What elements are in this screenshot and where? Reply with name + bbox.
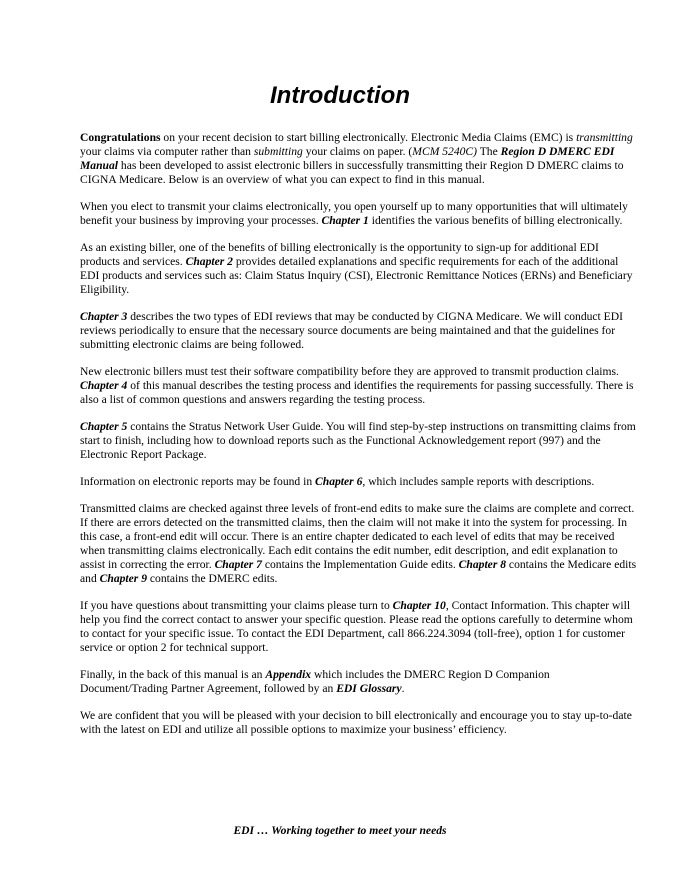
glossary-reference: EDI Glossary: [336, 682, 402, 695]
text-run: .: [401, 682, 405, 695]
text-run: Congratulations: [80, 131, 161, 144]
text-run: As an existing biller, one of the benefits of billing electronically is the opportunity to sign-up for additional EDI products and services.: [80, 241, 599, 268]
paragraph-benefits: [80, 200, 640, 228]
text-run: contains the Implementation Guide edits.: [261, 558, 459, 571]
page-footer-tagline: EDI … Working together to meet your needs: [233, 824, 447, 837]
text-run: of this manual describes the testing process and identifies the requirements for passing successfully. There is also a list of common questions and answers regarding the testing process.: [80, 379, 634, 406]
paragraph-front-end-edits: [80, 502, 640, 586]
chapter-reference: Chapter 10: [392, 599, 446, 612]
chapter-reference: Chapter 3: [80, 310, 128, 323]
chapter-reference: Chapter 8: [458, 558, 507, 571]
text-run: Finally, in the back of this manual is an: [80, 668, 266, 681]
chapter-reference: Chapter 5: [80, 420, 128, 433]
text-run: If you have questions about transmitting your claims please turn to: [80, 599, 393, 612]
text-run: contains the Medicare edits and: [80, 558, 637, 585]
paragraph-testing: [80, 365, 640, 407]
text-run: contains the DMERC edits.: [147, 572, 278, 585]
paragraph-edi-reviews: [80, 310, 640, 352]
text-run: We are confident that you will be pleased with your decision to bill electronically and encourage you to stay up-to-date with the latest on EDI and utilize all possible options to maximize your business’ efficiency.: [80, 709, 632, 736]
text-run: provides detailed explanations and specific requirements for each of the additional EDI products and services such as: Claim Status Inquiry (CSI), Electronic Remittance Notices (ERNs) and Beneficiary Eligibility.: [80, 255, 633, 296]
text-run: submitting: [253, 145, 303, 158]
paragraph-appendix: [80, 668, 640, 696]
text-run: The: [477, 145, 501, 158]
text-run: , Contact Information. This chapter will help you find the correct contact to answer your specific question. Please read the options carefully to determine whom to contact for your specific issue. To contact the EDI Department, call 866.224.3094 (toll-free), option 1 for customer service or option 2 for technical support.: [80, 599, 633, 654]
text-run: MCM 5240C): [412, 145, 478, 158]
chapter-reference: Chapter 9: [99, 572, 147, 585]
paragraph-electronic-reports: [80, 475, 640, 489]
chapter-reference: Chapter 6: [315, 475, 363, 488]
manual-title-reference: Region D DMERC EDI Manual: [80, 145, 615, 172]
page-title: Introduction: [270, 82, 410, 109]
text-run: Transmitted claims are checked against three levels of front-end edits to make sure the claims are complete and correct. If there are errors detected on the transmitted claims, then the claim will not make it into the system for processing. In this case, a front-end edit will occur. There is an entire chapter dedicated to each level of edits that may be received when transmitting claims electronically. Each edit contains the edit number, edit description, and edit explanation to assist in correcting the error.: [80, 502, 635, 571]
paragraph-stratus-network: [80, 420, 640, 462]
text-run: contains the Stratus Network User Guide. You will find step-by-step instructions on transmitting claims from start to finish, including how to download reports such as the Functional Acknowledgement report (997) and the Electronic Report Package.: [80, 420, 636, 461]
text-run: New electronic billers must test their software compatibility before they are approved to transmit production claims.: [80, 365, 619, 378]
paragraph-edi-products: [80, 241, 640, 297]
chapter-reference: Chapter 1: [321, 214, 369, 227]
text-run: which includes the DMERC Region D Companion Document/Trading Partner Agreement, followed by an: [80, 668, 550, 695]
document-body: [80, 131, 640, 750]
text-run: When you elect to transmit your claims electronically, you open yourself up to many opportunities that will ultimately benefit your business by improving your processes.: [80, 200, 628, 227]
text-run: identifies the various benefits of billing electronically.: [368, 214, 623, 227]
text-run: describes the two types of EDI reviews that may be conducted by CIGNA Medicare. We will conduct EDI reviews periodically to ensure that the necessary source documents are being maintained and that the guidelines for submitting electronic claims are being followed.: [80, 310, 623, 351]
chapter-reference: Chapter 7: [214, 558, 262, 571]
chapter-reference: Chapter 4: [80, 379, 128, 392]
text-run: your claims via computer rather than: [80, 145, 254, 158]
text-run: has been developed to assist electronic billers in successfully transmitting their Region D DMERC claims to CIGNA Medicare. Below is an overview of what you can expect to find in this manual.: [80, 159, 624, 186]
chapter-reference: Chapter 2: [185, 255, 233, 268]
text-run: on your recent decision to start billing electronically. Electronic Media Claims (EMC) is: [160, 131, 577, 144]
paragraph-closing: [80, 709, 640, 737]
text-run: your claims on paper. (: [302, 145, 413, 158]
paragraph-congratulations: [80, 131, 640, 187]
text-run: Information on electronic reports may be found in: [80, 475, 316, 488]
paragraph-contact-information: [80, 599, 640, 655]
text-run: , which includes sample reports with descriptions.: [362, 475, 595, 488]
text-run: transmitting: [576, 131, 633, 144]
appendix-reference: Appendix: [265, 668, 312, 681]
